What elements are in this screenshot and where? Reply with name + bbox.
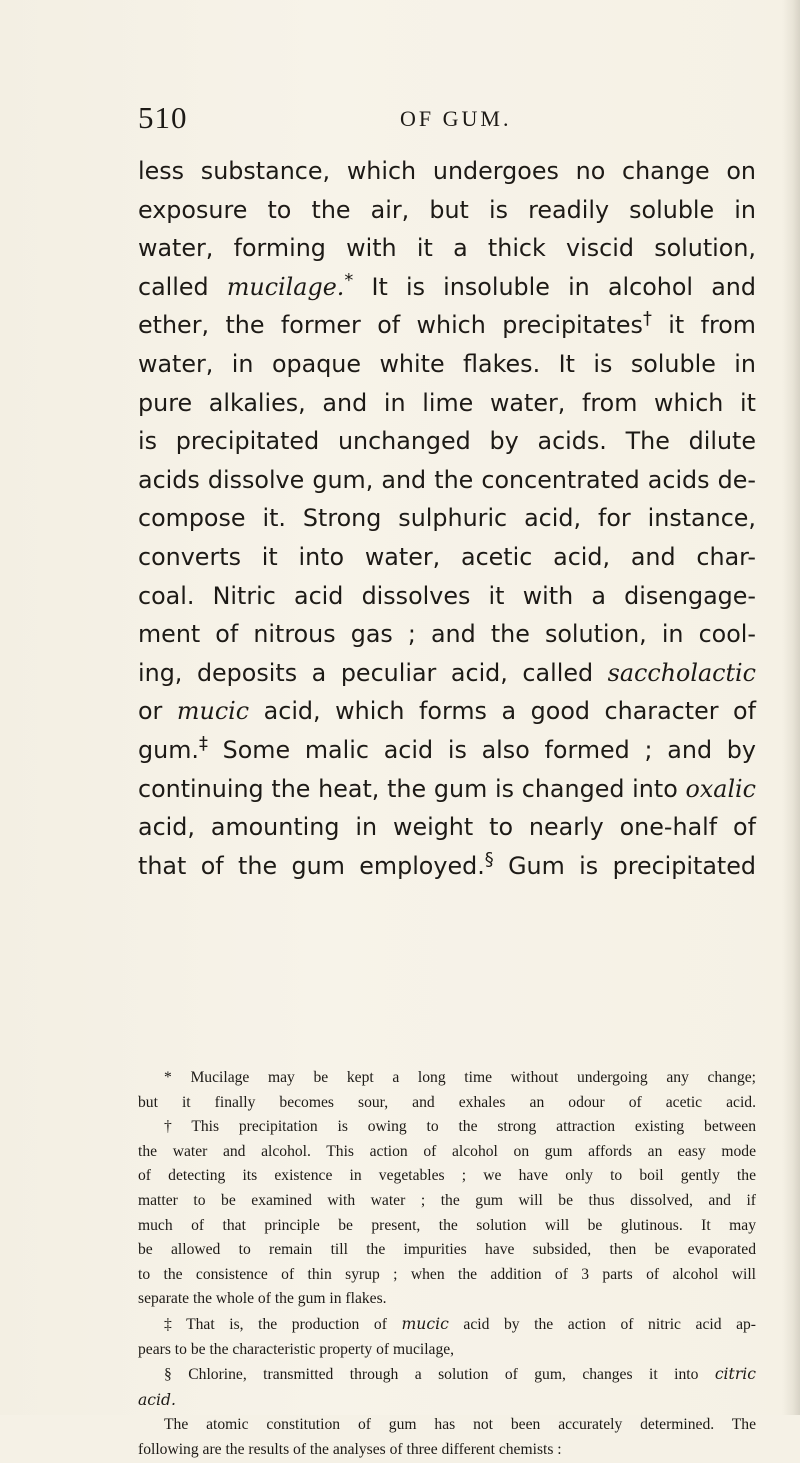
text-run: gum.	[138, 735, 199, 764]
text-line	[138, 692, 756, 731]
text-line-content	[138, 538, 756, 577]
italic-term: saccholactic	[607, 658, 756, 687]
footnote-line-content	[138, 1214, 756, 1239]
footnote-line-content	[138, 1189, 756, 1214]
text-line-content	[138, 615, 756, 654]
footnote-line	[138, 1362, 756, 1388]
text-run: water, forming with it a thick viscid solution,	[138, 234, 756, 263]
text-run: following are the results of the analyses of three different chemists :	[138, 1440, 562, 1458]
text-line	[138, 384, 756, 423]
text-line-content	[138, 422, 756, 461]
footnote-line	[138, 1388, 756, 1414]
text-line-content	[138, 268, 756, 307]
text-run: of detecting its existence in vegetables ; we have only to boil gently the	[138, 1167, 756, 1185]
text-run: It is insoluble in alcohol and	[353, 272, 756, 301]
text-run: that of the gum employed.	[138, 851, 485, 880]
footnote-line	[138, 1438, 756, 1463]
footnote-marker: *	[344, 269, 354, 291]
text-run: ing, deposits a peculiar acid, called	[138, 658, 608, 687]
page-number: 510	[138, 100, 188, 135]
footnote-line	[138, 1115, 756, 1140]
italic-term: citric	[714, 1365, 756, 1384]
text-line	[138, 268, 756, 307]
footnote-line-content	[164, 1362, 756, 1388]
text-run: Some malic acid is also formed ; and by	[207, 735, 756, 764]
text-run: acids dissolve gum, and the concentrated acids de-	[138, 465, 756, 494]
text-line-content	[138, 461, 756, 500]
italic-term: mucic	[401, 1314, 449, 1333]
text-run: ‡ That is, the production of	[164, 1315, 402, 1333]
footnote-line	[138, 1312, 756, 1338]
footnote-line	[138, 1164, 756, 1189]
text-line-content	[138, 152, 756, 191]
text-line	[138, 615, 756, 654]
text-line	[138, 461, 756, 500]
text-line-content	[138, 345, 756, 384]
text-line-content	[138, 770, 756, 809]
text-run: ment of nitrous gas ; and the solution, in cool-	[138, 620, 756, 649]
text-run: * Mucilage may be kept a long time without undergoing any change;	[164, 1069, 756, 1086]
footnote-line-content	[138, 1238, 756, 1263]
text-run: ether, the former of which precipitates	[138, 311, 643, 340]
text-line	[138, 538, 756, 577]
footnotes	[138, 1066, 756, 1463]
text-run: § Chlorine, transmitted through a solution of gum, changes it into	[164, 1366, 715, 1384]
text-line-content	[138, 499, 756, 538]
footnote-marker: ‡	[198, 732, 208, 754]
text-line	[138, 422, 756, 461]
text-line	[138, 577, 756, 616]
text-run: converts it into water, acetic acid, and char-	[138, 542, 756, 571]
text-line	[138, 306, 756, 345]
page-edge-shadow	[782, 0, 800, 1415]
running-head: OF GUM.	[400, 106, 512, 131]
text-line	[138, 499, 756, 538]
footnote-line	[138, 1091, 756, 1116]
footnote-line	[138, 1263, 756, 1288]
text-run: acid by the action of nitric acid ap-	[448, 1315, 756, 1333]
italic-term: acid.	[138, 1390, 176, 1409]
text-run: acid, which forms a good character of	[249, 697, 756, 726]
footnote-line-content	[164, 1115, 756, 1140]
text-line-content	[138, 847, 756, 886]
text-run: but it finally becomes sour, and exhales an odour of acetic acid.	[138, 1093, 756, 1111]
text-run: acid, amounting in weight to nearly one-half of	[138, 813, 756, 842]
text-run: Gum is precipitated	[493, 851, 756, 880]
footnote-line	[138, 1287, 756, 1312]
text-run: water, in opaque white flakes. It is soluble in	[138, 349, 756, 378]
text-line	[138, 229, 756, 268]
footnote-line	[138, 1338, 756, 1363]
text-line-content	[138, 191, 756, 230]
footnote-line-content	[138, 1091, 756, 1116]
text-line-content	[138, 384, 756, 423]
footnote-line	[138, 1214, 756, 1239]
footnote-line-content	[138, 1164, 756, 1189]
footnote-line-content	[164, 1066, 756, 1091]
text-run: much of that principle be present, the solution will be glutinous. It may	[138, 1216, 756, 1234]
text-run: to the consistence of thin syrup ; when the addition of 3 parts of alcohol will	[138, 1265, 756, 1283]
text-run: be allowed to remain till the impurities have subsided, then be evaporated	[138, 1241, 756, 1259]
footnote-line-content	[164, 1413, 756, 1438]
page-header	[138, 100, 758, 140]
text-line-content	[138, 229, 756, 268]
text-run: coal. Nitric acid dissolves it with a disengage-	[138, 581, 756, 610]
text-run: compose it. Strong sulphuric acid, for instance,	[138, 504, 756, 533]
footnote-line-content	[138, 1140, 756, 1165]
text-run: less substance, which undergoes no change on	[138, 157, 756, 185]
footnote-line-content	[138, 1263, 756, 1288]
footnote-line-content	[138, 1287, 387, 1312]
text-run: exposure to the air, but is readily soluble in	[138, 195, 756, 224]
footnote-line	[138, 1066, 756, 1091]
italic-term: oxalic	[685, 774, 756, 803]
text-line	[138, 847, 756, 886]
footnote-line	[138, 1413, 756, 1438]
footnote-line-content	[138, 1338, 454, 1363]
text-line	[138, 152, 756, 191]
text-line-content	[138, 731, 756, 770]
text-run: pears to be the characteristic property of mucilage,	[138, 1340, 455, 1358]
footnote-line	[138, 1238, 756, 1263]
footnote-marker: §	[484, 848, 494, 870]
text-run: is precipitated unchanged by acids. The dilute	[138, 427, 756, 456]
text-line	[138, 191, 756, 230]
text-line	[138, 808, 756, 847]
text-run: The atomic constitution of gum has not been accurately determined. The	[164, 1416, 756, 1434]
text-line-content	[138, 692, 756, 731]
text-run: called	[138, 272, 227, 301]
footnote-line-content	[164, 1312, 756, 1338]
text-run: or	[138, 697, 177, 726]
text-line-content	[138, 808, 756, 847]
text-line	[138, 770, 756, 809]
text-run: continuing the heat, the gum is changed into	[138, 774, 686, 803]
italic-term: mucic	[176, 697, 250, 726]
body-text	[138, 152, 756, 885]
text-run: pure alkalies, and in lime water, from which it	[138, 388, 756, 417]
text-run: matter to be examined with water ; the gum will be thus dissolved, and if	[138, 1191, 756, 1209]
text-line	[138, 731, 756, 770]
text-line	[138, 345, 756, 384]
italic-term: mucilage.	[226, 272, 345, 301]
footnote-marker: †	[642, 308, 652, 330]
footnote-line-content	[138, 1388, 176, 1414]
text-run: separate the whole of the gum in flakes.	[138, 1290, 387, 1308]
text-line-content	[138, 577, 756, 616]
text-run: the water and alcohol. This action of alcohol on gum affords an easy mode	[138, 1142, 756, 1160]
text-line-content	[138, 654, 756, 693]
text-run: † This precipitation is owing to the strong attraction existing between	[164, 1118, 756, 1136]
footnote-line	[138, 1189, 756, 1214]
text-line-content	[138, 306, 756, 345]
text-line	[138, 654, 756, 693]
text-run: it from	[651, 311, 756, 340]
footnote-line	[138, 1140, 756, 1165]
footnote-line-content	[138, 1438, 562, 1463]
